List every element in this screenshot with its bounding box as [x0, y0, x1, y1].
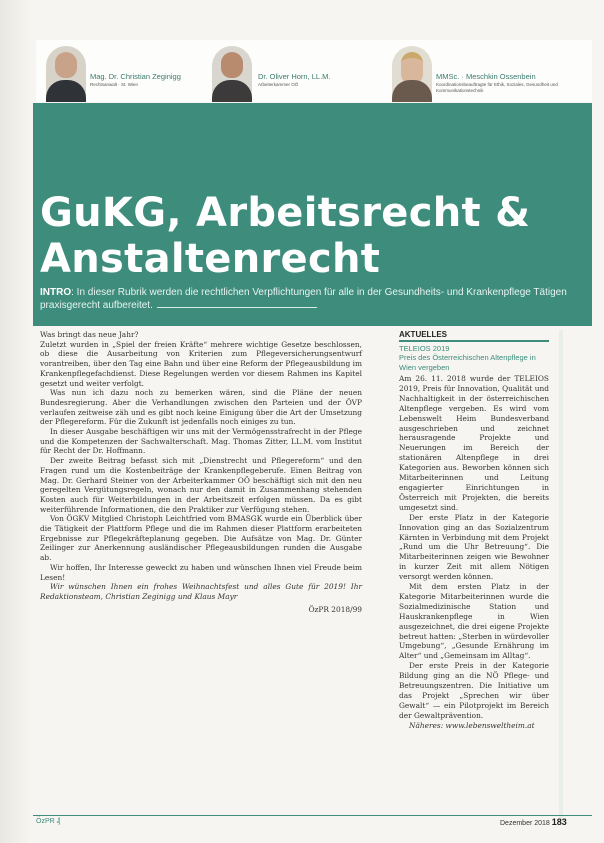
footer-issue: Dezember 2018 [500, 820, 550, 827]
author-2-avatar [212, 46, 252, 102]
footer-info [500, 817, 567, 827]
author-2 [212, 44, 362, 102]
intro-body: In dieser Rubrik werden die rechtlichen Verpflichtungen für alle in der Gesundheits- und Krankenpflege Tätigen praxisgerecht aufbereitet. [40, 287, 567, 311]
author-3-role: Koordinationsbeauftragte für Ethik, Soziales, Gesundheit und Kommunikationstechnik [436, 82, 558, 93]
author-1-name: Mag. Dr. Christian Zeginigg [90, 72, 181, 81]
aktuelles-paragraph-4: Der erste Preis in der Kategorie Bildung ging an die NÖ Pflege- und Betreuungszentren. Die Initiative um das Projekt „Sprechen wir über Gewalt“ — ein Pilotprojekt im Bereich der Gewaltprävention. [399, 661, 549, 720]
main-question: Was bringt das neue Jahr? [40, 330, 139, 339]
author-1-avatar [46, 46, 86, 102]
aktuelles-heading: AKTUELLES [399, 330, 447, 339]
page-title-line-1: GuKG, Arbeitsrecht & [40, 190, 531, 236]
footer-journal: ÖzPR ₰ [36, 818, 61, 825]
aktuelles-lead: Preis des Österreichischen Altenpflege in Wien vergeben [399, 353, 536, 372]
author-1-role: Rechtsanwalt · St. Wien [90, 82, 139, 87]
page-title [40, 190, 530, 282]
main-paragraph-3: In dieser Ausgabe beschäftigen wir uns mit der Vermögensstrafrecht in der Pflege und die Kompetenzen der Sachwalterschaft. Mag. Thomas Zitter, LL.M. vom Institut für Recht der Dr. Hoffmann. [40, 427, 362, 456]
scan-edge-shadow [0, 0, 30, 843]
sidebar-decoration [557, 330, 592, 825]
author-3-avatar [392, 46, 432, 102]
aktuelles-paragraph-3: Mit dem ersten Platz in der Kategorie Mitarbeiterinnen wurde die Sozialmedizinische Station und Hauskrankenpflege in Wien ausgezeichnet, die drei eigene Projekte betreut hatten: „Sterben in würdevoller Umgebung“, „Gesunde Ernährung im Alter“ und „Gemeinsam im Alltag“. [399, 582, 549, 661]
main-paragraph-1: Zuletzt wurden in „Spiel der freien Kräfte“ mehrere wichtige Gesetze beschlossen, ob diese die Ausarbeitung von Kriterien zum Pflegeversicherungsentwurf vorantreiben, über den Tag eine Bahn und über eine Reform der Pflegeausbildung im Krankenpflegefachdienst. Diese Regelungen werden vor diesem Rahmen ins Kapitel gesetzt und weiter verfolgt. [40, 339, 362, 388]
aktuelles-paragraph-1: Am 26. 11. 2018 wurde der TELEIOS 2019, Preis für Innovation, Qualität und Nachhaltigkeit in der österreichischen Altenpflege vergeben. Es wird vom Lebenswelt Heim Bundesverband ausgeschrieben und zeichnet herausragende Projekte und Neuerungen im Bereich der stationären Altenpflege in drei Kategorien aus. Beworben können sich Mitarbeiterinnen und Leitung engagierter Einrichtungen in Österreich mit Projekten, die bereits umgesetzt sind. [399, 374, 549, 512]
author-2-role: Arbeiterkammer OÖ [258, 82, 299, 87]
aktuelles-subheading: TELEIOS 2019 [399, 344, 450, 353]
aktuelles-paragraph-2: Der erste Platz in der Kategorie Innovation ging an das Sozialzentrum Kärnten in Verbindung mit dem Projekt „Rund um die Uhr Betreuung“. Die Mitarbeiterinnen zeigen wie Bewohner in kurzer Zeit mit allem Nötigen versorgt werden können. [399, 512, 549, 582]
main-paragraph-5: Von ÖGKV Mitglied Christoph Leichtfried vom BMASGK wurde ein Überblick über die Tätigkeit der Plattform Pflege und die im Rahmen dieser Plattform erarbeiteten Ergebnisse zur Pflegekräfteplanung gegeben. Die Aufsätze von Mag. Dr. Günter Zeilinger zur Anerkennung ausländischer Pflegeausbildungen runden die Ausgabe ab. [40, 514, 362, 563]
intro-text: INTRO: In dieser Rubrik werden die rechtlichen Verpflichtungen für alle in der Gesundheits- und Krankenpflege Tätigen praxisgerecht aufbereitet. [40, 287, 567, 311]
aktuelles-body [399, 374, 549, 731]
main-closing: Wir wünschen Ihnen ein frohes Weihnachtsfest und alles Gute für 2019! Ihr Redaktionsteam, Christian Zeginigg und Klaus Mayr [40, 582, 362, 601]
author-1 [46, 44, 196, 102]
author-2-name: Dr. Oliver Horn, LL.M. [258, 72, 331, 81]
aktuelles-rule [399, 340, 549, 342]
intro-label: INTRO [40, 287, 72, 298]
main-paragraph-2: Was nun ich dazu noch zu bemerken wären, sind die Pläne der neuen Bundesregierung. Aber die Verhandlungen zwischen den Parteien und der ÖVP verlaufen zeitweise zäh und es gibt noch keine Einigung über die Art der Umsetzung der Pflegereform. Für die Zukunft ist jedenfalls noch einiges zu tun. [40, 388, 362, 427]
footer-page-number: 183 [551, 817, 567, 827]
page-title-line-2: Anstaltenrecht [40, 236, 381, 282]
aktuelles-box [399, 330, 549, 731]
author-3-name: MMSc. · Meschkin Ossenbein [436, 72, 536, 81]
main-column [40, 330, 362, 614]
main-paragraph-4: Der zweite Beitrag befasst sich mit „Dienstrecht und Pflegereform“ und den Fragen rund um die Kostenbeiträge der Krankenpflegeberufe. Einen Beitrag von Mag. Dr. Gerhard Steiner von der Arbeiterkammer OÖ beschäftigt sich mit den neu geregelten Vergütungsregeln, wonach nur den damit in Zusammenhang stehenden Kosten auch für Weiterbildungen in der Arbeitszeit erfolgen müssen. Da es gibt weiterführende Informationen, die den Praktiker zur Verfügung stehen. [40, 456, 362, 514]
main-paragraph-6: Wir hoffen, Ihr Interesse geweckt zu haben und wünschen Ihnen viel Freude beim Lesen! [40, 562, 362, 582]
author-3 [392, 44, 588, 102]
main-signature: ÖzPR 2018/99 [308, 604, 362, 614]
intro-rule [157, 307, 317, 308]
aktuelles-link[interactable]: Näheres: www.lebensweltheim.at [409, 720, 535, 730]
footer-rule [33, 815, 592, 816]
